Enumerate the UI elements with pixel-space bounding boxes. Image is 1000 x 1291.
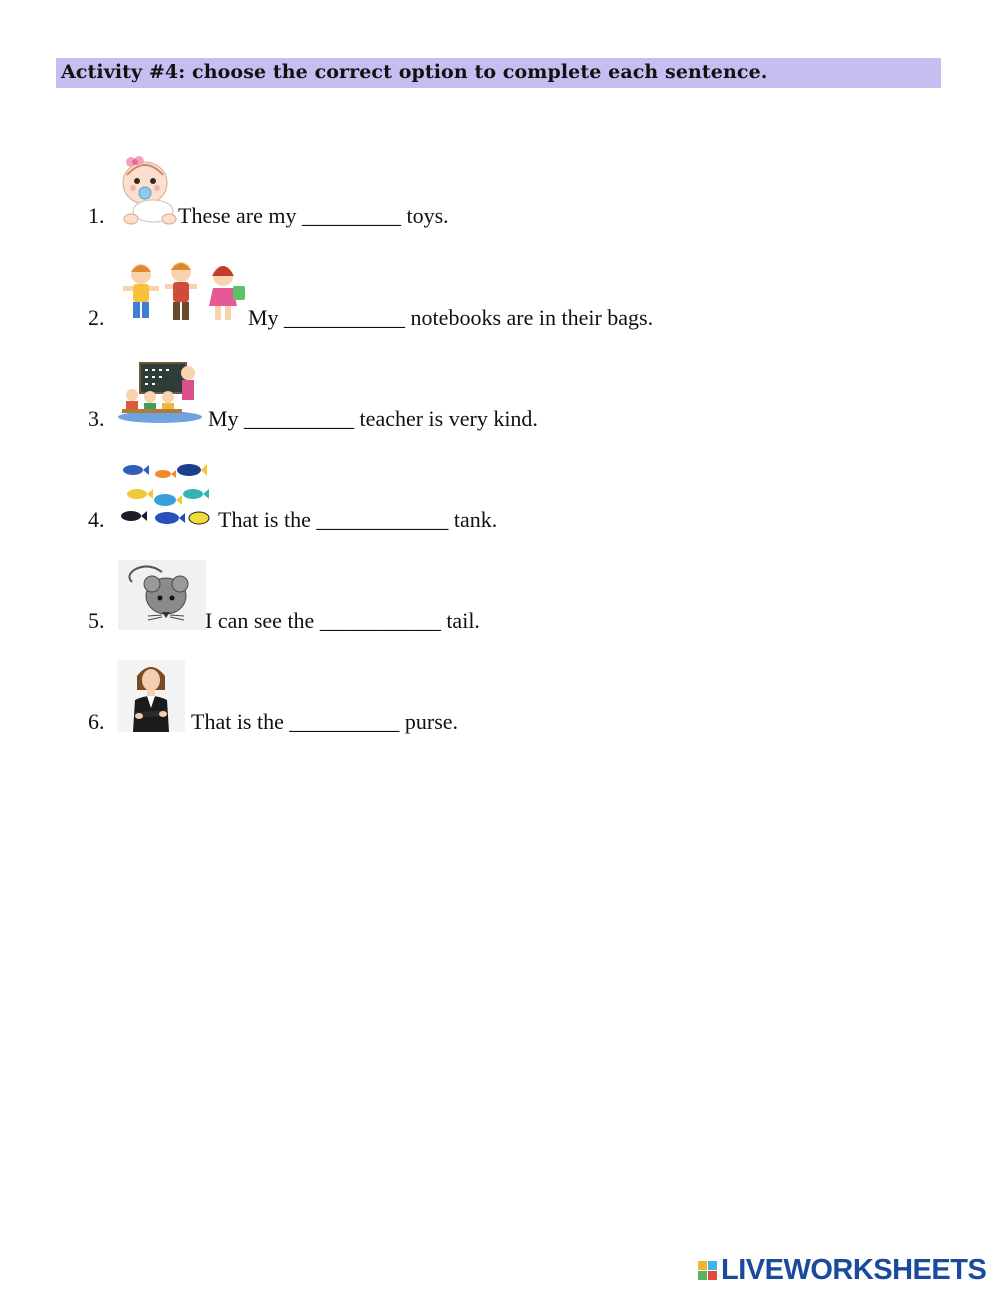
woman-icon (117, 660, 185, 732)
question-sentence: These are my _________ toys. (178, 203, 449, 228)
question-number: 3. (88, 406, 105, 431)
question-number: 1. (88, 203, 105, 228)
logo-blocks-icon (698, 1261, 717, 1280)
question-item-2 (0, 252, 1000, 342)
question-number: 2. (88, 305, 105, 330)
question-sentence: I can see the ___________ tail. (205, 608, 480, 633)
classroom-icon (118, 361, 202, 423)
children-icon (119, 258, 247, 326)
question-sentence: That is the __________ purse. (191, 709, 459, 734)
question-item-1 (0, 150, 1000, 240)
question-number: 5. (88, 608, 105, 633)
question-item-6 (0, 656, 1000, 746)
question-item-5 (0, 555, 1000, 645)
liveworksheets-logo (698, 1255, 986, 1285)
mouse-icon (118, 560, 206, 630)
fish-icon (117, 460, 215, 528)
question-number: 4. (88, 507, 105, 532)
activity-title: Activity #4: choose the correct option to complete each sentence. (61, 61, 768, 83)
question-number: 6. (88, 709, 105, 734)
question-sentence: My __________ teacher is very kind. (208, 406, 538, 431)
logo-text: LIVEWORKSHEETS (721, 1253, 987, 1286)
question-item-4 (0, 454, 1000, 544)
title-highlight (56, 58, 941, 88)
question-item-3 (0, 353, 1000, 443)
question-sentence: My ___________ notebooks are in their bags. (248, 305, 654, 330)
question-sentence: That is the ____________ tank. (218, 507, 498, 532)
baby-icon (117, 153, 179, 227)
